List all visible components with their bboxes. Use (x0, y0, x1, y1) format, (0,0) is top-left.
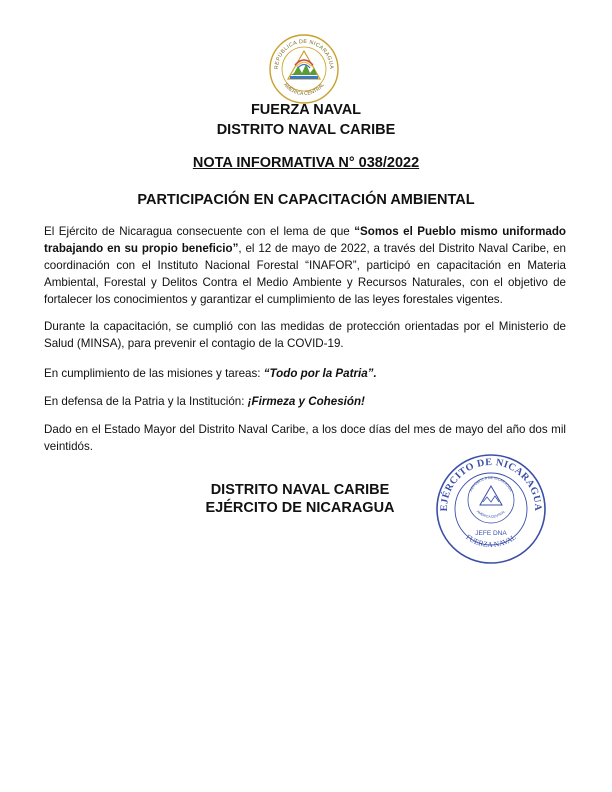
svg-text:EJÉRCITO DE NICARAGUA (439, 457, 543, 512)
motto-todo-por-la-patria: “Todo por la Patria”. (263, 367, 377, 380)
paragraph-4 (44, 393, 566, 410)
paragraph-5: Dado en el Estado Mayor del Distrito Naval Caribe, a los doce días del mes de mayo del año dos mil veintidós. (44, 423, 566, 453)
header-fuerza-naval: FUERZA NAVAL (250, 102, 362, 118)
paragraph-2: Durante la capacitación, se cumplió con las medidas de protección orientadas por el Ministerio de Salud (MINSA), para prevenir el contagio de la COVID-19. (44, 320, 566, 350)
svg-text:AMÉRICA CENTRAL (476, 509, 506, 518)
signature-line-1: DISTRITO NAVAL CARIBE (210, 482, 390, 498)
paragraph-1-rest: , el 12 de mayo de 2022, a través del Distrito Naval Caribe, en coordinación con el Instituto Nacional Forestal “INAFOR”, participó en capacitación en Materia Ambiental, Forestal y Delitos Contra el Medio Ambiente y Recursos Naturales, con el objetivo de fortalecer los conocimientos y garantizar el cumplimiento de las leyes forestales vigentes. (44, 242, 566, 306)
stamp-ring-top: EJÉRCITO DE NICARAGUA (438, 456, 544, 512)
stamp-inner-bottom: AMÉRICA CENTRAL (475, 509, 507, 519)
document-title: NOTA INFORMATIVA N° 038/2022 (192, 155, 420, 171)
stamp-inner-ring: REPÚBLICA DE NICARAGUA (468, 475, 514, 493)
stamp-ring-bottom: FUERZA NAVAL (464, 532, 518, 550)
official-stamp-icon (434, 452, 548, 566)
motto-firmeza-cohesion: ¡Firmeza y Cohesión! (247, 395, 365, 408)
paragraph-3 (44, 365, 566, 382)
nicaragua-coat-of-arms-icon (268, 33, 340, 105)
stamp-center-text: JEFE DNA (475, 530, 507, 537)
paragraph-4-text: En defensa de la Patria y la Institución: (44, 395, 248, 408)
paragraph-1 (44, 223, 566, 308)
document-subtitle: PARTICIPACIÓN EN CAPACITACIÓN AMBIENTAL (137, 192, 475, 208)
paragraph-3-text: En cumplimiento de las misiones y tareas: (44, 367, 264, 380)
signature-line-2: EJÉRCITO DE NICARAGUA (205, 500, 395, 516)
header-distrito-naval: DISTRITO NAVAL CARIBE (216, 122, 396, 138)
seal-ring-text: REPÚBLICA DE NICARAGUA (273, 38, 335, 70)
seal-bottom-text: AMÉRICA CENTRAL (282, 82, 326, 98)
svg-text:REPÚBLICA DE NICARAGUA (469, 476, 513, 493)
motto-bold: “Somos el Pueblo mismo uniformado trabajando en su propio beneficio” (44, 225, 566, 255)
paragraph-1-intro: El Ejército de Nicaragua consecuente con el lema de que (44, 225, 355, 238)
